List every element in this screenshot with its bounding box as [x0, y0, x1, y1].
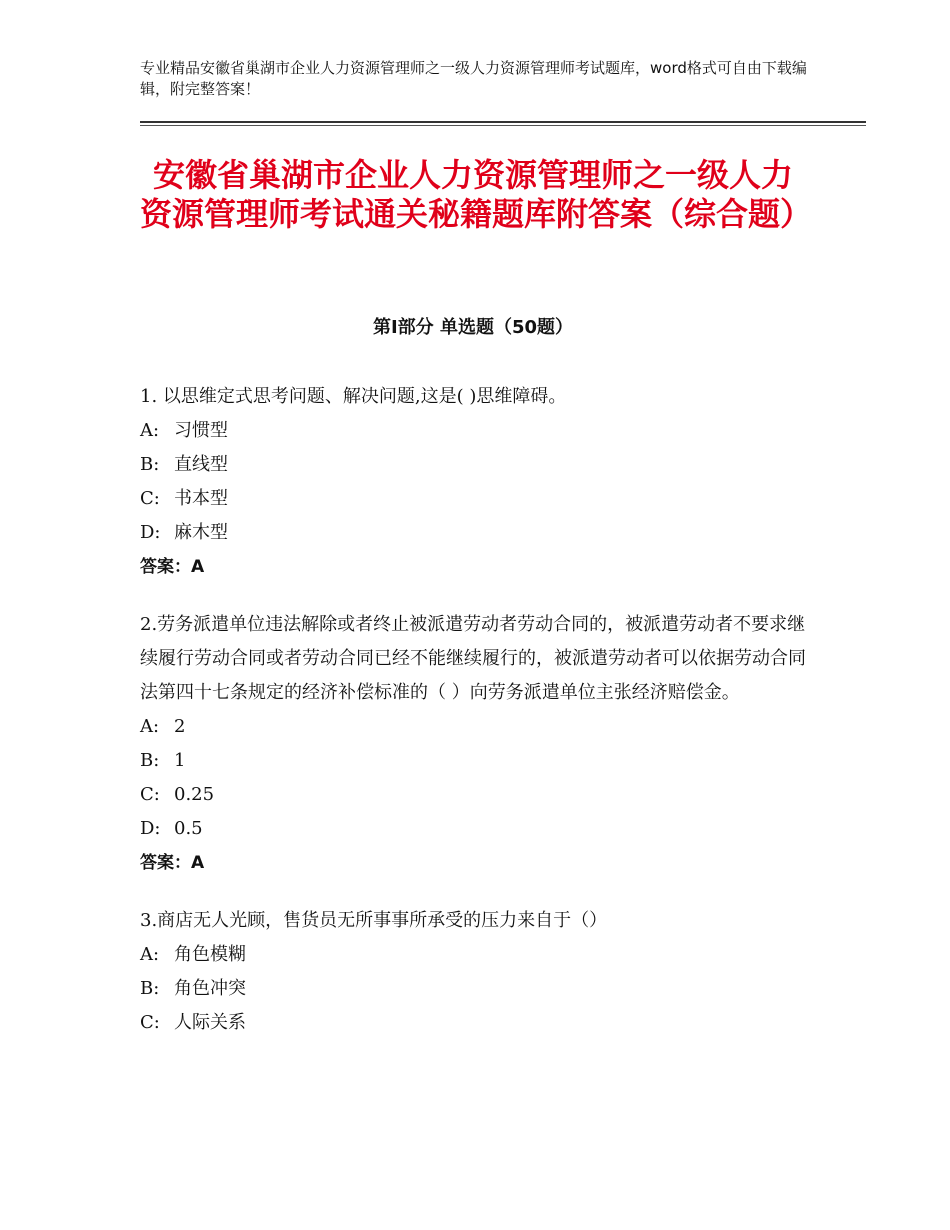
document-title: 安徽省巢湖市企业人力资源管理师之一级人力资源管理师考试通关秘籍题库附答案（综合题） [140, 156, 813, 233]
question-stem: 1. 以思维定式思考问题、解决问题,这是( )思维障碍。 [140, 386, 567, 407]
header-rule-thin [140, 125, 866, 126]
option-letter: D: [140, 522, 161, 543]
option-a [140, 938, 810, 972]
answer-line [140, 846, 810, 880]
option-b [140, 972, 810, 1006]
option-text: 习惯型 [174, 420, 228, 441]
option-letter: A: [140, 716, 160, 737]
option-text: 书本型 [174, 488, 228, 509]
option-text: 角色冲突 [174, 978, 246, 999]
question-stem: 2.劳务派遣单位违法解除或者终止被派遣劳动者劳动合同的，被派遣劳动者不要求继续履行劳动合同或者劳动合同已经不能继续履行的，被派遣劳动者可以依据劳动合同法第四十七条规定的经济补偿标准的（ ）向劳务派遣单位主张经济赔偿金。 [140, 614, 806, 703]
answer-label: 答案： [140, 853, 191, 873]
option-a [140, 414, 810, 448]
option-letter: A: [140, 420, 160, 441]
option-letter: B: [140, 750, 160, 771]
option-letter: C: [140, 784, 160, 805]
option-letter: D: [140, 818, 161, 839]
option-c [140, 1006, 810, 1040]
option-d [140, 516, 810, 550]
option-letter: A: [140, 944, 160, 965]
option-letter: B: [140, 978, 160, 999]
option-letter: B: [140, 454, 160, 475]
option-text: 直线型 [174, 454, 228, 475]
option-text: 1 [174, 750, 186, 771]
option-letter: C: [140, 1012, 160, 1033]
header-rule [140, 121, 866, 123]
option-text: 麻木型 [174, 522, 228, 543]
section-title: 第Ⅰ部分 单选题（50题） [372, 317, 573, 338]
answer-label: 答案： [140, 557, 191, 577]
answer-line [140, 550, 810, 584]
option-text: 2 [174, 716, 186, 737]
option-b [140, 448, 810, 482]
answer-value: A [191, 557, 205, 577]
question-stem: 3.商店无人光顾，售货员无所事事所承受的压力来自于（） [140, 910, 608, 931]
question-list [140, 380, 810, 1040]
option-text: 角色模糊 [174, 944, 246, 965]
option-c [140, 778, 810, 812]
option-b [140, 744, 810, 778]
answer-value: A [191, 853, 205, 873]
question-1 [140, 380, 810, 584]
question-3 [140, 904, 810, 1040]
option-c [140, 482, 810, 516]
header-note: 专业精品安徽省巢湖市企业人力资源管理师之一级人力资源管理师考试题库，word格式可自由下载编辑，附完整答案！ [140, 59, 807, 98]
option-text: 人际关系 [174, 1012, 246, 1033]
question-2 [140, 608, 810, 880]
option-text: 0.5 [174, 818, 203, 839]
option-text: 0.25 [174, 784, 215, 805]
option-d [140, 812, 810, 846]
option-letter: C: [140, 488, 160, 509]
option-a [140, 710, 810, 744]
